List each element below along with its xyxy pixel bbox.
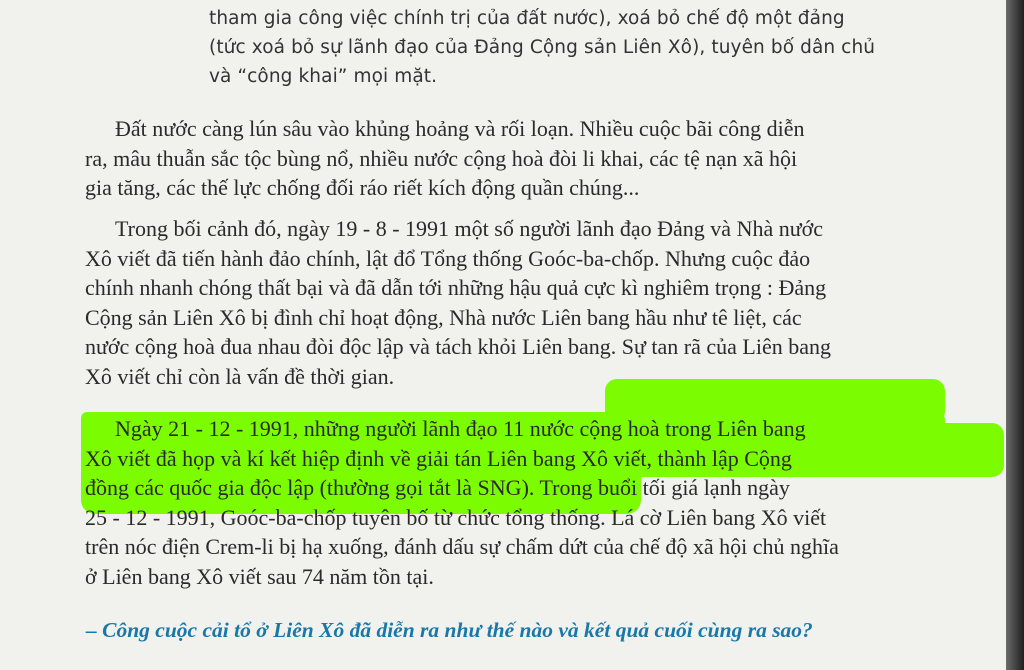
text-line: chính nhanh chóng thất bại và đã dẫn tới những hậu quả cực kì nghiêm trọng : Đảng <box>85 275 827 301</box>
text-line: Xô viết chỉ còn là vấn đề thời gian. <box>85 363 395 389</box>
paragraph-crisis <box>85 114 965 203</box>
text-line: Ngày 21 - 12 - 1991, những người lãnh đạo 11 nước cộng hoà trong Liên bang <box>115 416 806 441</box>
text-line: nước cộng hoà đua nhau đòi độc lập và tách khỏi Liên bang. Sự tan rã của Liên bang <box>85 334 831 360</box>
text-line: đồng các quốc gia độc lập (thường gọi tắt là SNG). Trong buổi tối giá lạnh ngày <box>85 475 790 501</box>
text-line: (tức xoá bỏ sự lãnh đạo của Đảng Cộng sản Liên Xô), tuyên bố dân chủ <box>209 37 876 58</box>
text-line: Xô viết đã tiến hành đảo chính, lật đổ Tổng thống Goóc-ba-chốp. Nhưng cuộc đảo <box>85 245 811 271</box>
text-line: Trong bối cảnh đó, ngày 19 - 8 - 1991 một số người lãnh đạo Đảng và Nhà nước <box>115 216 824 241</box>
text-line: trên nóc điện Crem-li bị hạ xuống, đánh dấu sự chấm dứt của chế độ xã hội chủ nghĩa <box>85 534 839 560</box>
paragraph-coup <box>85 214 965 392</box>
text-line: tham gia công việc chính trị của đất nước), xoá bỏ chế độ một đảng <box>209 8 845 29</box>
text-line: và “công khai” mọi mặt. <box>209 66 438 87</box>
top-paragraph <box>209 4 969 91</box>
paragraph-dissolution <box>85 414 965 592</box>
text-line: Đất nước càng lún sâu vào khủng hoảng và rối loạn. Nhiều cuộc bãi công diễn <box>115 116 805 141</box>
text-line: Xô viết đã họp và kí kết hiệp định về giải tán Liên bang Xô viết, thành lập Cộng <box>85 445 792 471</box>
review-question: – Công cuộc cải tổ ở Liên Xô đã diễn ra như thế nào và kết quả cuối cùng ra sao? <box>86 618 813 642</box>
text-line: ra, mâu thuẫn sắc tộc bùng nổ, nhiều nước cộng hoà đòi li khai, các tệ nạn xã hội <box>85 145 798 171</box>
page-edge-shadow <box>1006 0 1024 670</box>
text-line: ở Liên bang Xô viết sau 74 năm tồn tại. <box>85 563 434 589</box>
text-line: Cộng sản Liên Xô bị đình chỉ hoạt động, Nhà nước Liên bang hầu như tê liệt, các <box>85 304 802 330</box>
text-line: 25 - 12 - 1991, Goóc-ba-chốp tuyên bố từ chức tổng thống. Lá cờ Liên bang Xô viết <box>85 504 827 530</box>
text-line: gia tăng, các thế lực chống đối ráo riết kích động quần chúng... <box>85 175 640 201</box>
